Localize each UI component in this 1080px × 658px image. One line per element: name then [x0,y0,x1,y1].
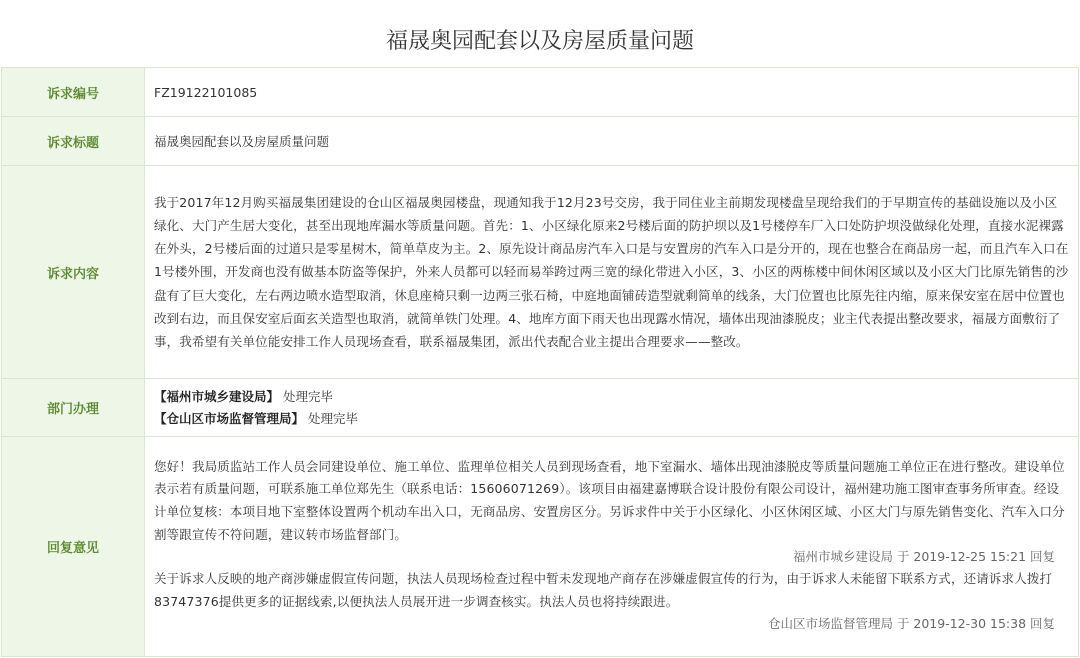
label-department: 部门办理 [2,379,145,437]
reply-text: 您好！我局质监站工作人员会同建设单位、施工单位、监理单位相关人员到现场查看，地下室漏水、墙体出现油漆脱皮等质量问题施工单位正在进行整改。建设单位表示若有质量问题，可联系施工单位郑先生（联系电话：15606071269）。该项目由福建嘉博联合设计股份有限公司设计，福州建功施工图审查事务所审查。经设计单位复核：本项目地下室整体设置两个机动车出入口，无商品房、安置房区分。另诉求件中关于小区绿化、小区休闲区域、小区大门与原先销售变化、汽车入口分割等跟宣传不符问题，建议转市场监督部门。 [154,458,1065,542]
label-content: 诉求内容 [2,166,145,379]
value-subject: 福晟奥园配套以及房屋质量问题 [145,117,1079,166]
row-number [2,68,1079,117]
row-reply [2,437,1079,657]
department-item [154,408,1069,430]
label-subject: 诉求标题 [2,117,145,166]
value-number: FZ19122101085 [145,68,1079,117]
reply-signature: 仓山区市场监督管理局 于 2019-12-30 15:38 回复 [767,616,1055,632]
value-content: 我于2017年12月购买福晟集团建设的仓山区福晟奥园楼盘，现通知我于12月23号交房，我于同住业主前期发现楼盘呈现给我们的于早期宣传的基础设施以及小区绿化、大门产生居大变化，甚至出现地库漏水等质量问题。首先：1、小区绿化原来2号楼后面的防护坝以及1号楼停车厂入口处防护坝没做绿化处理，直接水泥裸露在外头，2号楼后面的过道只是零星树木，简单草皮为主。2、原先设计商品房汽车入口是与安置房的汽车入口是分开的，现在也整合在商品房一起，而且汽车入口在1号楼外围，开发商也没有做基本防盗等保护，外来人员都可以轻而易举跨过两三宽的绿化带进入小区，3、小区的两栋楼中间休闲区域以及小区大门比原先销售的沙盘有了巨大变化，左右两边喷水造型取消，休息座椅只剩一边两三张石椅，中庭地面铺砖造型就剩简单的线条，大门位置也比原先往内缩，原来保安室在居中位置也改到右边，而且保安室后面玄关造型也取消，就简单铁门处理。4、地库方面下雨天也出现露水情况，墙体出现油漆脱皮；业主代表提出整改要求，福晟方面敷衍了事，我希望有关单位能安排工作人员现场查看，联系福晟集团，派出代表配合业主提出合理要求——整改。 [145,166,1079,379]
value-reply [145,437,1079,657]
department-name: 【福州市城乡建设局】 [154,388,280,404]
complaint-detail-table [1,67,1079,657]
reply-text: 关于诉求人反映的地产商涉嫌虚假宣传问题，执法人员现场检查过程中暂未发现地产商存在涉嫌虚假宣传的行为，由于诉求人未能留下联系方式，还请诉求人拨打83747376提供更多的证据线索,以便执法人员展开进一步调查核实。执法人员也将持续跟进。 [154,571,1053,609]
reply-signature: 福州市城乡建设局 于 2019-12-25 15:21 回复 [792,549,1055,565]
row-content [2,166,1079,379]
department-status: 处理完毕 [283,388,334,404]
page-title: 福晟奥园配套以及房屋质量问题 [385,29,694,54]
department-name: 【仓山区市场监督管理局】 [154,410,305,426]
row-department [2,379,1079,437]
row-subject [2,117,1079,166]
department-status: 处理完毕 [308,410,359,426]
label-reply: 回复意见 [2,437,145,657]
value-department [145,379,1079,437]
label-number: 诉求编号 [2,68,145,117]
department-item [154,386,1069,408]
